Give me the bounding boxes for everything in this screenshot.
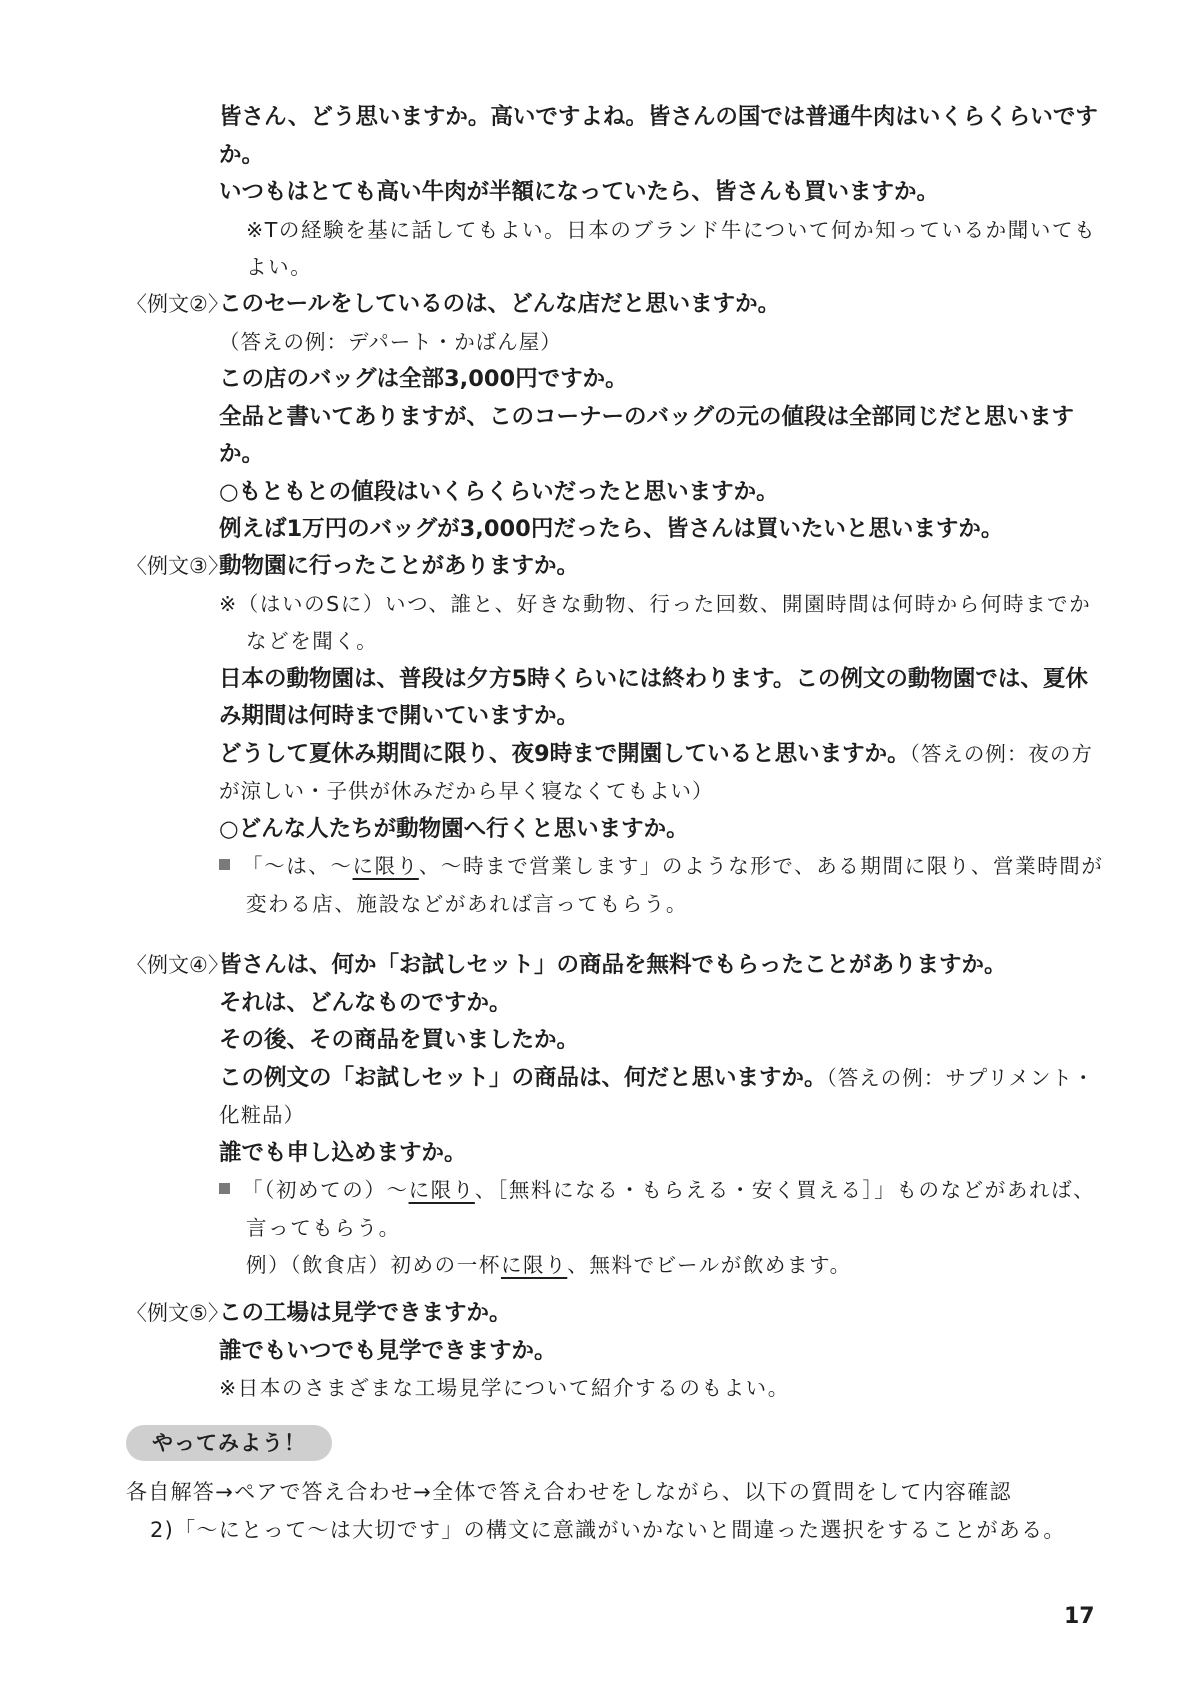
page-number: 17 bbox=[1064, 1604, 1095, 1629]
example-4-question-5: 誰でも申し込めますか。 bbox=[219, 1139, 467, 1166]
example-2-question-2: この店のバッグは全部3,000円ですか。 bbox=[219, 366, 628, 392]
example-3-answer: （答えの例：夜の方が涼しい・子供が休みだから早く寝なくてもよい） bbox=[219, 741, 1093, 803]
example-2-question-5: 例えば1万円のバッグが3,000円だったら、皆さんは買いたいと思いますか。 bbox=[219, 516, 1004, 542]
example-3-question-1: 動物園に行ったことがありますか。 bbox=[219, 553, 580, 579]
example-2-answer: （答えの例：デパート・かばん屋） bbox=[219, 329, 562, 354]
example-2-question-1: このセールをしているのは、どんな店だと思いますか。（答えの例：デパート・かばん屋） bbox=[219, 291, 781, 354]
example-5-question-2: 誰でもいつでも見学できますか。 bbox=[219, 1337, 557, 1364]
example-2-question-3: 全品と書いてありますが、このコーナーのバッグの元の値段は全部同じだと思いますか。 bbox=[219, 403, 1075, 467]
section-instruction: 各自解答→ペアで答え合わせ→全体で答え合わせをしながら、以下の質問をして内容確認 bbox=[126, 1480, 1012, 1504]
example-4-question-3: その後、その商品を買いましたか。 bbox=[219, 1027, 580, 1053]
example-5-note: ※日本のさまざまな工場見学について紹介するのもよい。 bbox=[219, 1376, 790, 1400]
example-3-question-4: ○どんな人たちが動物園へ行くと思いますか。 bbox=[219, 815, 689, 842]
example-3-question-2: 日本の動物園は、普段は夕方5時くらいには終わります。この例文の動物園では、夏休み期間は何時まで開いていますか。 bbox=[219, 665, 1088, 729]
example-4-label: 〈例文④〉 bbox=[126, 953, 229, 977]
example-4-note-1: 「（初めての）〜に限り、［無料になる・もらえる・安く買える］」ものなどがあれば、言ってもらう。 bbox=[219, 1172, 1105, 1247]
example-3-question-3: どうして夏休み期間に限り、夜9時まで開園していると思いますか。（答えの例：夜の方が涼しい・子供が休みだから早く寝なくてもよい） bbox=[219, 740, 1093, 803]
intro-question-2: いつもはとても高い牛肉が半額になっていたら、皆さんも買いますか。 bbox=[219, 179, 940, 205]
example-3-label: 〈例文③〉 bbox=[126, 554, 229, 578]
example-3-note-2: 「〜は、〜に限り、〜時まで営業します」のような形で、ある期間に限り、営業時間が変わる店、施設などがあれば言ってもらう。 bbox=[219, 848, 1105, 923]
intro-question-1: 皆さん、どう思いますか。高いですよね。皆さんの国では普通牛肉はいくらくらいですか。 bbox=[219, 104, 1098, 168]
example-3-note-1: ※（はいのSに）いつ、誰と、好きな動物、行った回数、開園時間は何時から何時までかなどを聞く。 bbox=[219, 591, 1092, 653]
section-heading-pill: やってみよう！ bbox=[126, 1425, 332, 1461]
underlined-phrase: に限り bbox=[408, 1178, 475, 1202]
underlined-phrase: に限り bbox=[500, 1253, 568, 1277]
section-item-2: 2)「〜にとって〜は大切です」の構文に意識がいかないと間違った選択をすることがある。 bbox=[150, 1518, 1066, 1542]
example-4-question-1: 皆さんは、何か「お試しセット」の商品を無料でもらったことがありますか。 bbox=[219, 952, 1007, 978]
intro-note: ※Tの経験を基に話してもよい。日本のブランド牛について何か知っているか聞いてもよい。 bbox=[246, 217, 1097, 279]
underlined-phrase: に限り bbox=[352, 854, 419, 878]
example-4-answer: （答えの例：サプリメント・化粧品） bbox=[219, 1065, 1095, 1127]
example-4-question-2: それは、どんなものですか。 bbox=[219, 989, 512, 1016]
example-2-question-4: ○もともとの値段はいくらくらいだったと思いますか。 bbox=[219, 478, 779, 505]
example-2-label: 〈例文②〉 bbox=[126, 292, 229, 316]
square-bullet-icon bbox=[219, 1183, 230, 1194]
example-5-question-1: この工場は見学できますか。 bbox=[219, 1300, 512, 1326]
example-4-example-sentence: 例）（飲食店）初めの一杯に限り、無料でビールが飲めます。 bbox=[246, 1253, 852, 1277]
square-bullet-icon bbox=[219, 859, 230, 870]
example-4-question-4: この例文の「お試しセット」の商品は、何だと思いますか。（答えの例：サプリメント・化粧品） bbox=[219, 1064, 1095, 1127]
example-5-label: 〈例文⑤〉 bbox=[126, 1301, 229, 1325]
